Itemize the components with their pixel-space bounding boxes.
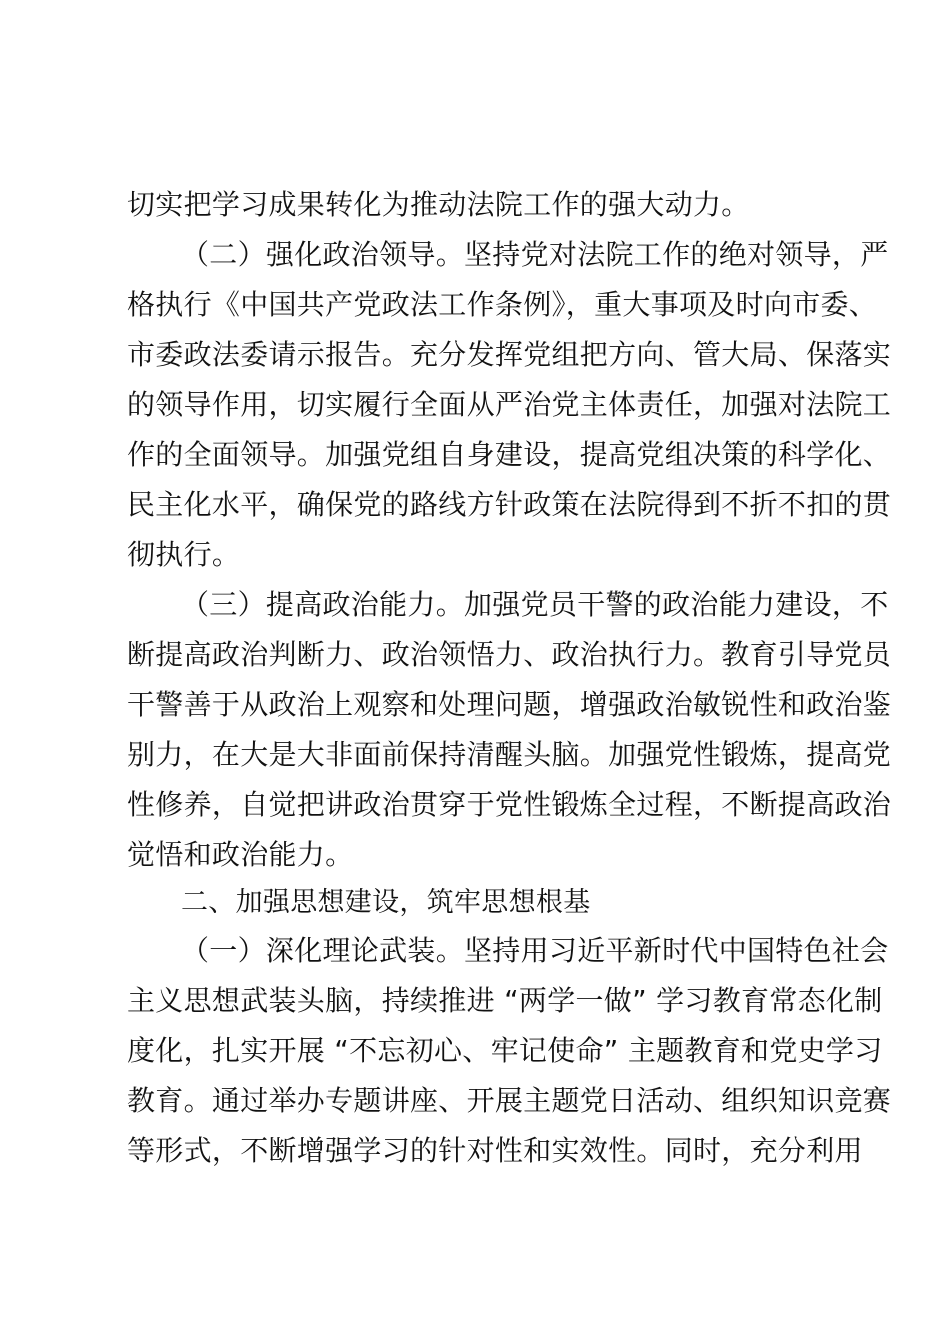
paragraph-line: 主义思想武装头脑，持续推进 “两学一做” 学习教育常态化制 bbox=[127, 984, 883, 1017]
paragraph-line: 教育。通过举办专题讲座、开展主题党日活动、组织知识竞赛 bbox=[127, 1084, 892, 1117]
paragraph-line: 觉悟和政治能力。 bbox=[127, 838, 354, 871]
paragraph-line: （三）提高政治能力。加强党员干警的政治能力建设，不 bbox=[181, 588, 889, 621]
paragraph-line: 断提高政治判断力、政治领悟力、政治执行力。教育引导党员 bbox=[127, 638, 892, 671]
paragraph-line: 彻执行。 bbox=[127, 538, 241, 571]
paragraph-line: 格执行《中国共产党政法工作条例》，重大事项及时向市委、 bbox=[127, 288, 878, 321]
section-heading: 二、加强思想建设，筑牢思想根基 bbox=[181, 887, 591, 918]
paragraph-line: （一）深化理论武装。坚持用习近平新时代中国特色社会 bbox=[181, 934, 889, 967]
paragraph-line: 干警善于从政治上观察和处理问题，增强政治敏锐性和政治鉴 bbox=[127, 688, 892, 721]
paragraph-line: 民主化水平，确保党的路线方针政策在法院得到不折不扣的贯 bbox=[127, 488, 892, 521]
paragraph-line: （二）强化政治领导。坚持党对法院工作的绝对领导，严 bbox=[181, 238, 889, 271]
paragraph-line: 市委政法委请示报告。充分发挥党组把方向、管大局、保落实 bbox=[127, 338, 892, 371]
paragraph-line: 等形式，不断增强学习的针对性和实效性。同时，充分利用 bbox=[127, 1134, 863, 1167]
paragraph-line: 别力，在大是大非面前保持清醒头脑。加强党性锻炼，提高党 bbox=[127, 738, 892, 771]
paragraph-line: 作的全面领导。加强党组自身建设，提高党组决策的科学化、 bbox=[127, 438, 892, 471]
paragraph-line: 度化，扎实开展 “不忘初心、牢记使命” 主题教育和党史学习 bbox=[127, 1034, 883, 1067]
paragraph-line: 切实把学习成果转化为推动法院工作的强大动力。 bbox=[127, 188, 750, 221]
paragraph-line: 性修养，自觉把讲政治贯穿于党性锻炼全过程，不断提高政治 bbox=[127, 788, 892, 821]
paragraph-line: 的领导作用，切实履行全面从严治党主体责任，加强对法院工 bbox=[127, 388, 892, 421]
